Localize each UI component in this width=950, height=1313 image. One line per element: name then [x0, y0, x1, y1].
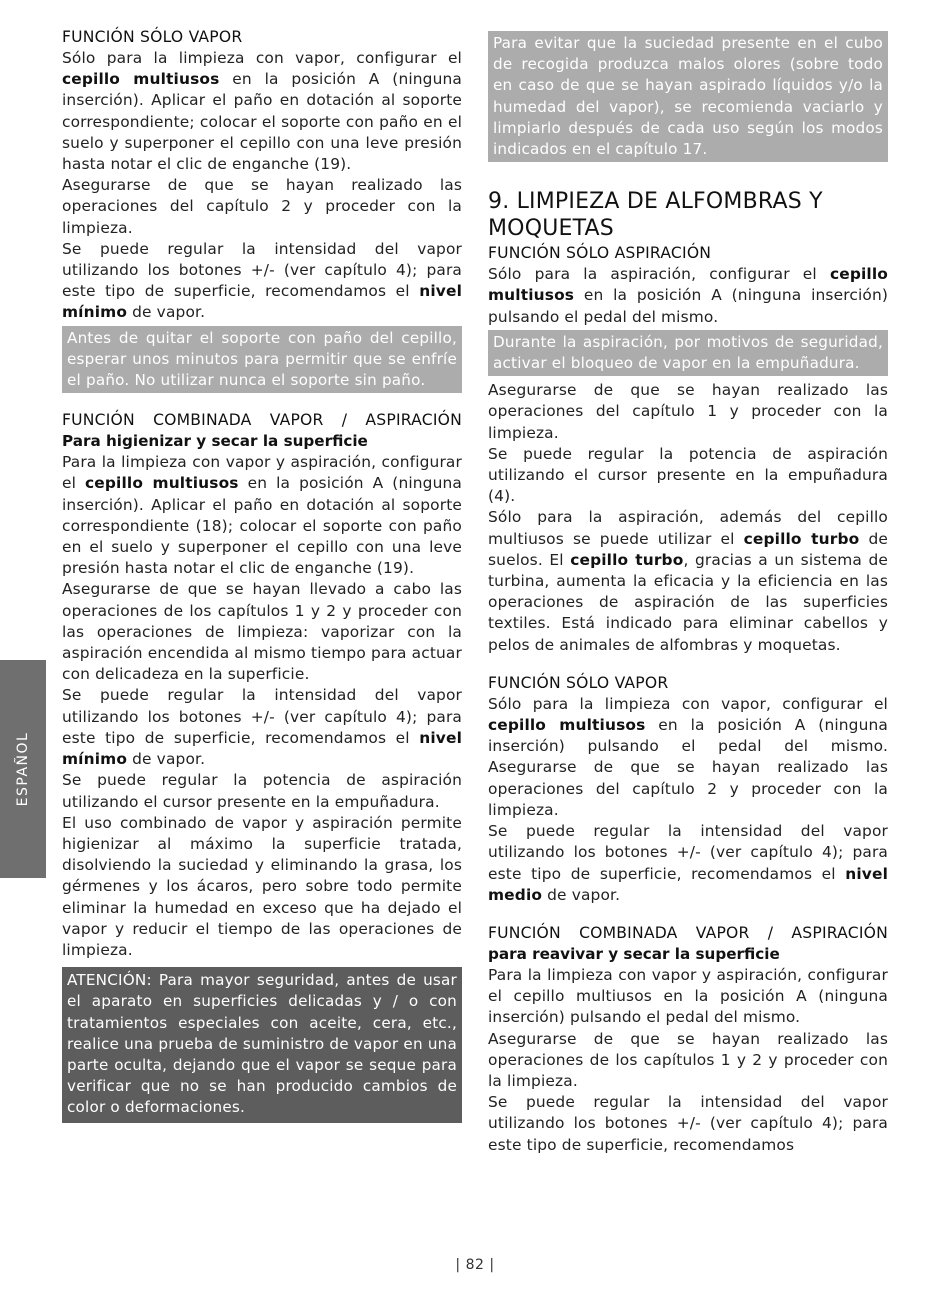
- paragraph: Se puede regular la intensidad del vapor utilizando los botones +/- (ver capítulo 4); para este tipo de superficie, recomendamos: [488, 1093, 888, 1154]
- section-heading-steam-only: FUNCIÓN SÓLO VAPOR: [62, 28, 243, 46]
- paragraph: Asegurarse de que se hayan realizado las operaciones del capítulo 1 y proceder con la limpieza.: [488, 381, 888, 442]
- section-subheading: para reavivar y secar la superficie: [488, 944, 780, 963]
- note-box: Durante la aspiración, por motivos de seguridad, activar el bloqueo de vapor en la empuñadura.: [488, 330, 888, 376]
- paragraph: Asegurarse de que se hayan llevado a cabo las operaciones de los capítulos 1 y 2 y proceder con las operaciones de limpieza: vaporizar con la aspiración encendida al mismo tiempo para actuar con delicadeza en la superficie.: [62, 580, 462, 684]
- warning-box: ATENCIÓN: Para mayor seguridad, antes de usar el aparato en superficies delicadas y / o con tratamientos especiales con aceite, cera, etc., realice una prueba de suministro de vapor en una parte oculta, dejando que el vapor se seque para verificar que no se han producido cambios de color o deformaciones.: [62, 967, 462, 1122]
- paragraph: El uso combinado de vapor y aspiración permite higienizar al máximo la superficie tratada, disolviendo la suciedad y eliminando la grasa, los gérmenes y los ácaros, pero sobre todo permite eliminar la humedad en exceso que ha dejado el vapor y reducir el tiempo de las operaciones de limpieza.: [62, 813, 462, 959]
- paragraph: Sólo para la limpieza con vapor, configurar el cepillo multiusos en la posición A (ninguna inserción). Aplicar el paño en dotación al soporte correspondiente; colocar el soporte con paño en el suelo y superponer el cepillo con una leve presión hasta notar el clic de enganche (19).: [62, 49, 462, 174]
- note-box: Antes de quitar el soporte con paño del cepillo, esperar unos minutos para permitir que se enfríe el paño. No utilizar nunca el soporte sin paño.: [62, 326, 462, 394]
- paragraph: Sólo para la aspiración, además del cepillo multiusos se puede utilizar el cepillo turbo de suelos. El cepillo turbo, gracias a un sistema de turbina, aumenta la eficacia y la eficiencia en las operaciones de aspiración de las superficies textiles. Está indicado para eliminar cabellos y pelos de animales de alfombras y moquetas.: [488, 508, 888, 654]
- note-box: Para evitar que la suciedad presente en el cubo de recogida produzca malos olores (sobre todo en caso de que se hayan aspirado líquidos y/o la humedad del vapor), se recomienda vaciarlo y limpiarlo después de cada uso según los modos indicados en el capítulo 17.: [488, 31, 888, 162]
- chapter-title: 9. LIMPIEZA DE ALFOMBRAS Y MOQUETAS: [488, 189, 823, 242]
- section-heading-combined: FUNCIÓN COMBINADA VAPOR / ASPIRACIÓN: [488, 923, 888, 942]
- section-heading-steam-only: FUNCIÓN SÓLO VAPOR: [488, 673, 669, 692]
- paragraph: Sólo para la aspiración, configurar el cepillo multiusos en la posición A (ninguna inserción) pulsando el pedal del mismo.: [488, 265, 888, 326]
- paragraph: Para la limpieza con vapor y aspiración, configurar el cepillo multiusos en la posición A (ninguna inserción). Aplicar el paño en dotación al soporte correspondiente (18); colocar el soporte con paño en el suelo y superponer el cepillo con una leve presión hasta notar el clic de enganche (19).: [62, 453, 462, 578]
- section-subheading: Para higienizar y secar la superficie: [62, 432, 368, 451]
- paragraph: Asegurarse de que se hayan realizado las operaciones de los capítulos 1 y 2 y proceder con la limpieza.: [488, 1029, 888, 1090]
- paragraph: Se puede regular la intensidad del vapor utilizando los botones +/- (ver capítulo 4); para este tipo de superficie, recomendamos el nivel medio de vapor.: [488, 822, 888, 904]
- left-column: [62, 27, 462, 1123]
- paragraph: Se puede regular la potencia de aspiración utilizando el cursor presente en la empuñadura.: [62, 771, 462, 811]
- paragraph: Asegurarse de que se hayan realizado las operaciones del capítulo 2 y proceder con la limpieza.: [62, 176, 462, 237]
- page-number: | 82 |: [455, 1257, 495, 1273]
- paragraph: Se puede regular la potencia de aspiración utilizando el cursor presente en la empuñadura (4).: [488, 444, 888, 506]
- language-side-tab: [0, 660, 46, 878]
- paragraph: Para la limpieza con vapor y aspiración, configurar el cepillo multiusos en la posición A (ninguna inserción) pulsando el pedal del mismo.: [488, 965, 888, 1027]
- section-heading-combined: FUNCIÓN COMBINADA VAPOR / ASPIRACIÓN: [62, 411, 462, 430]
- language-label: ESPAÑOL: [15, 731, 31, 807]
- section-heading-vacuum-only: FUNCIÓN SÓLO ASPIRACIÓN: [488, 244, 712, 263]
- paragraph: Sólo para la limpieza con vapor, configurar el cepillo multiusos en la posición A (ninguna inserción) pulsando el pedal del mismo. Asegurarse de que se hayan realizado las operaciones del capítulo 2 y proceder con la limpieza.: [488, 694, 888, 819]
- paragraph: Se puede regular la intensidad del vapor utilizando los botones +/- (ver capítulo 4); para este tipo de superficie, recomendamos el nivel mínimo de vapor.: [62, 686, 462, 769]
- paragraph: Se puede regular la intensidad del vapor utilizando los botones +/- (ver capítulo 4); para este tipo de superficie, recomendamos el nivel mínimo de vapor.: [62, 239, 462, 322]
- right-column: [488, 27, 888, 1156]
